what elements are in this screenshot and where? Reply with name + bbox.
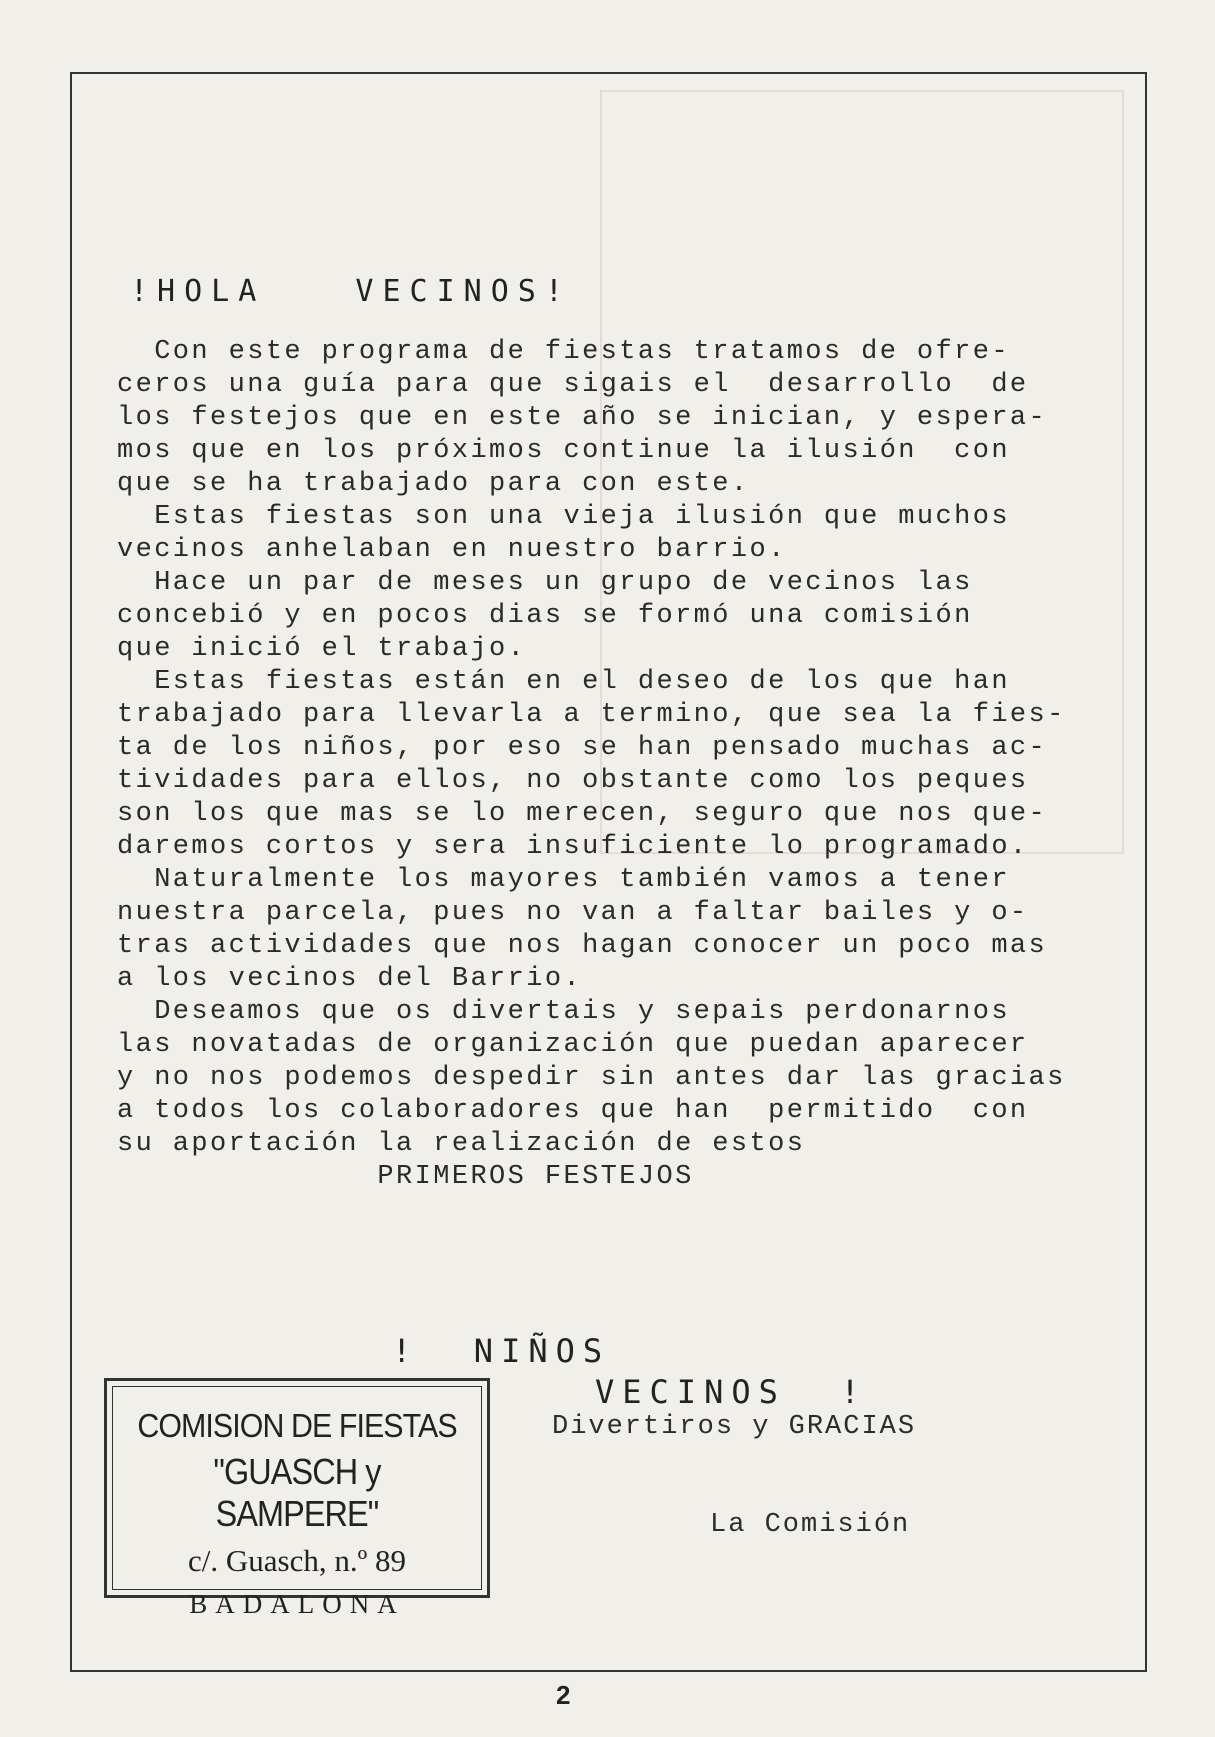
stamp-city: BADALONA: [189, 1589, 405, 1619]
letter-line: que inició el trabajo.: [117, 634, 527, 664]
letter-line: son los que mas se lo merecen, seguro que nos que-: [117, 799, 1048, 829]
closing-thanks: Divertiros y GRACIAS: [552, 1412, 917, 1442]
greeting-heading: !HOLA VECINOS!: [130, 274, 572, 309]
letter-line: Estas fiestas son una vieja ilusión que muchos: [117, 502, 1010, 532]
letter-line: mos que en los próximos continue la ilusión con: [117, 436, 1010, 466]
letter-line: Deseamos que os divertais y sepais perdonarnos: [117, 997, 1010, 1027]
letter-line: su aportación la realización de estos: [117, 1129, 806, 1159]
letter-line: los festejos que en este año se inician, y espera-: [117, 403, 1048, 433]
letter-line: vecinos anhelaban en nuestro barrio.: [117, 535, 787, 565]
page-number: 2: [556, 1680, 571, 1710]
letter-line: Con este programa de fiestas tratamos de ofre-: [117, 337, 1010, 367]
letter-line: ta de los niños, por eso se han pensado muchas ac-: [117, 733, 1048, 763]
letter-line: Naturalmente los mayores también vamos a tener: [117, 865, 1010, 895]
letter-line: daremos cortos y sera insuficiente lo programado.: [117, 832, 1029, 862]
letter-line: ceros una guía para que sigais el desarrollo de: [117, 370, 1029, 400]
letter-line: tras actividades que nos hagan conocer un poco mas: [117, 931, 1048, 961]
letter-line: nuestra parcela, pues no van a faltar bailes y o-: [117, 898, 1029, 928]
closing-exclamation-line1: ! NIÑOS: [392, 1332, 611, 1370]
letter-line: PRIMEROS FESTEJOS: [117, 1162, 694, 1192]
letter-line: trabajado para llevarla a termino, que sea la fies-: [117, 700, 1066, 730]
letter-line: y no nos podemos despedir sin antes dar las gracias: [117, 1063, 1066, 1093]
bleed-through-decoration: [40, 60, 52, 110]
stamp-title: COMISION DE FIESTAS: [137, 1407, 457, 1444]
stamp-address: c/. Guasch, n.º 89: [188, 1543, 406, 1578]
letter-line: concebió y en pocos dias se formó una comisión: [117, 601, 973, 631]
letter-line: que se ha trabajado para con este.: [117, 469, 750, 499]
letter-line: las novatadas de organización que puedan aparecer: [117, 1030, 1029, 1060]
stamp-name: "GUASCH y SAMPERE": [213, 1451, 381, 1534]
closing-signature: La Comisión: [710, 1510, 911, 1540]
letter-line: Hace un par de meses un grupo de vecinos las: [117, 568, 973, 598]
letter-line: a todos los colaboradores que han permitido con: [117, 1096, 1029, 1126]
commission-stamp: [104, 1378, 490, 1619]
letter-body: [117, 336, 1137, 1194]
stamp-inner-border: [112, 1386, 482, 1619]
closing-exclamation-line2: VECINOS !: [595, 1373, 868, 1411]
letter-line: tividades para ellos, no obstante como los peques: [117, 766, 1029, 796]
letter-line: a los vecinos del Barrio.: [117, 964, 583, 994]
letter-line: Estas fiestas están en el deseo de los que han: [117, 667, 1010, 697]
